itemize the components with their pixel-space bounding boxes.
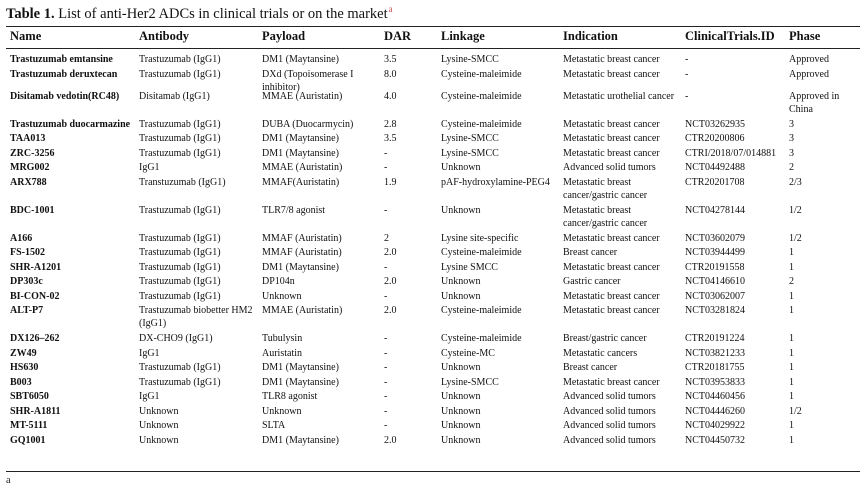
cell-phase: 1/2 <box>789 232 802 244</box>
cell-indication: Metastatic breast cancer/gastric cancer <box>563 176 648 201</box>
cell-name: SBT6050 <box>10 391 49 402</box>
cell-indication: Metastatic breast cancer/gastric cancer <box>563 204 648 229</box>
footnote-marker-bottom: a <box>6 475 11 486</box>
cell-antibody: Trastuzumab (IgG1) <box>139 276 221 287</box>
cell-phase: 2/3 <box>789 176 802 188</box>
cell-payload: MMAF (Auristatin) <box>262 247 342 258</box>
cell-name: MT-5111 <box>10 420 48 431</box>
table-body <box>0 53 865 448</box>
cell-trial-id: CTR20181755 <box>685 362 745 373</box>
cell-antibody: Unknown <box>139 420 179 431</box>
cell-dar: 2.0 <box>384 276 397 287</box>
cell-linkage: Cysteine-maleimide <box>441 90 522 102</box>
table-row <box>0 246 865 261</box>
table-row <box>0 147 865 162</box>
top-rule <box>6 26 860 27</box>
cell-linkage: Lysine-SMCC <box>441 54 499 65</box>
cell-phase: 1/2 <box>789 405 802 417</box>
cell-antibody: IgG1 <box>139 347 160 359</box>
cell-trial-id: CTRI/2018/07/014881 <box>685 147 777 159</box>
cell-dar: 3.5 <box>384 133 397 144</box>
table-row <box>0 347 865 362</box>
header-name: Name <box>10 29 42 43</box>
cell-linkage: Unknown <box>441 420 481 431</box>
cell-payload: DM1 (Maytansine) <box>262 54 339 65</box>
cell-antibody: Trastuzumab (IgG1) <box>139 261 221 273</box>
cell-trial-id: NCT04446260 <box>685 405 745 417</box>
cell-name: B003 <box>10 376 32 388</box>
cell-name: Trastuzumab duocarmazine <box>10 118 131 130</box>
cell-name: HS630 <box>10 362 39 373</box>
cell-phase: 1 <box>789 420 794 431</box>
cell-trial-id: - <box>685 68 689 80</box>
cell-payload: DP104n <box>262 276 295 287</box>
cell-antibody: Transtuzumab (IgG1) <box>139 176 226 188</box>
cell-trial-id: NCT03953833 <box>685 376 745 388</box>
cell-dar: - <box>384 391 388 402</box>
cell-payload: Auristatin <box>262 347 302 359</box>
cell-trial-id: NCT03944499 <box>685 247 745 258</box>
cell-linkage: Lysine-SMCC <box>441 147 499 159</box>
cell-antibody: Trastuzumab (IgG1) <box>139 133 221 144</box>
cell-dar: 2.0 <box>384 247 397 258</box>
bottom-rule <box>6 471 860 472</box>
cell-trial-id: CTR20191224 <box>685 333 745 344</box>
cell-linkage: Cysteine-MC <box>441 347 495 359</box>
cell-linkage: Unknown <box>441 162 481 173</box>
cell-name: ARX788 <box>10 176 47 188</box>
table-row <box>0 90 865 118</box>
cell-name: DX126–262 <box>10 333 60 344</box>
cell-linkage: Cysteine-maleimide <box>441 305 522 316</box>
table-header-row <box>0 29 865 47</box>
cell-trial-id: - <box>685 54 689 65</box>
table-row <box>0 118 865 133</box>
cell-linkage: Unknown <box>441 391 481 402</box>
cell-name: FS-1502 <box>10 247 45 258</box>
cell-trial-id: NCT03262935 <box>685 118 745 130</box>
cell-indication: Metastatic breast cancer <box>563 376 660 388</box>
cell-name: GQ1001 <box>10 434 46 446</box>
cell-dar: - <box>384 420 388 431</box>
cell-indication: Metastatic breast cancer <box>563 232 660 244</box>
cell-dar: 3.5 <box>384 54 397 65</box>
cell-indication: Metastatic breast cancer <box>563 133 660 144</box>
cell-payload: SLTA <box>262 420 286 431</box>
cell-indication: Advanced solid tumors <box>563 391 656 402</box>
cell-phase: 1/2 <box>789 204 802 216</box>
table-row <box>0 53 865 68</box>
cell-payload: DM1 (Maytansine) <box>262 362 339 373</box>
table-row <box>0 204 865 232</box>
cell-antibody: Trastuzumab (IgG1) <box>139 362 221 373</box>
cell-trial-id: CTR20191558 <box>685 261 745 273</box>
cell-phase: 1 <box>789 261 794 273</box>
table-row <box>0 68 865 93</box>
cell-payload: TLR7/8 agonist <box>262 204 326 216</box>
cell-phase: 1 <box>789 391 794 402</box>
cell-linkage: Cysteine-maleimide <box>441 333 522 344</box>
header-antibody: Antibody <box>139 29 190 43</box>
table-title: List of anti-Her2 ADCs in clinical trials or on the market <box>58 6 388 22</box>
table-row <box>0 176 865 204</box>
cell-dar: 1.9 <box>384 176 397 188</box>
table-row <box>0 161 865 176</box>
cell-payload: MMAE (Auristatin) <box>262 305 343 316</box>
header-dar: DAR <box>384 29 412 43</box>
cell-phase: 3 <box>789 133 794 144</box>
cell-payload: DM1 (Maytansine) <box>262 147 339 159</box>
cell-linkage: Lysine-SMCC <box>441 376 499 388</box>
cell-dar: - <box>384 162 388 173</box>
cell-linkage: Lysine site-specific <box>441 232 519 244</box>
header-linkage: Linkage <box>441 29 485 43</box>
cell-trial-id: NCT04029922 <box>685 420 745 431</box>
cell-antibody: DX-CHO9 (IgG1) <box>139 333 213 344</box>
cell-antibody: Unknown <box>139 405 179 417</box>
cell-indication: Metastatic breast cancer <box>563 261 660 273</box>
cell-indication: Metastatic breast cancer <box>563 68 660 80</box>
cell-trial-id: NCT03821233 <box>685 347 745 359</box>
cell-phase: 1 <box>789 434 794 446</box>
cell-payload: TLR8 agonist <box>262 391 318 402</box>
cell-linkage: Unknown <box>441 290 481 302</box>
cell-antibody: Trastuzumab (IgG1) <box>139 232 221 244</box>
cell-linkage: Unknown <box>441 276 481 287</box>
table-row <box>0 361 865 376</box>
cell-phase: 1 <box>789 333 794 344</box>
cell-name: ZW49 <box>10 347 37 359</box>
table-row <box>0 232 865 247</box>
cell-indication: Metastatic breast cancer <box>563 147 660 159</box>
cell-antibody: Disitamab (IgG1) <box>139 90 210 102</box>
cell-linkage: Unknown <box>441 405 481 417</box>
cell-payload: Unknown <box>262 405 302 417</box>
cell-payload: DM1 (Maytansine) <box>262 133 339 144</box>
cell-phase: 3 <box>789 118 794 130</box>
cell-trial-id: NCT04450732 <box>685 434 745 446</box>
table-footnote <box>6 475 11 486</box>
table-row <box>0 376 865 391</box>
cell-payload: Unknown <box>262 290 302 302</box>
cell-phase: 2 <box>789 276 794 287</box>
cell-indication: Breast cancer <box>563 247 618 258</box>
cell-phase: 1 <box>789 376 794 388</box>
cell-indication: Metastatic breast cancer <box>563 54 660 65</box>
cell-name: ZRC-3256 <box>10 147 55 159</box>
cell-payload: MMAF(Auristatin) <box>262 176 340 188</box>
cell-indication: Metastatic breast cancer <box>563 118 660 130</box>
table-row <box>0 390 865 405</box>
cell-phase: Approved <box>789 54 829 65</box>
table-row <box>0 261 865 276</box>
cell-trial-id: - <box>685 90 689 102</box>
cell-name: SHR-A1811 <box>10 405 61 417</box>
cell-antibody: Trastuzumab (IgG1) <box>139 204 221 216</box>
cell-dar: 4.0 <box>384 90 397 102</box>
cell-dar: - <box>384 405 388 417</box>
cell-payload: MMAE (Auristatin) <box>262 162 343 173</box>
cell-name: Trastuzumab emtansine <box>10 54 113 65</box>
table-row <box>0 405 865 420</box>
cell-dar: - <box>384 347 388 359</box>
cell-name: Disitamab vedotin(RC48) <box>10 90 120 102</box>
cell-indication: Metastatic breast cancer <box>563 290 660 302</box>
cell-name: ALT-P7 <box>10 305 44 316</box>
cell-indication: Breast/gastric cancer <box>563 333 647 344</box>
cell-indication: Advanced solid tumors <box>563 162 656 173</box>
cell-trial-id: NCT03281824 <box>685 305 745 316</box>
cell-phase: 2 <box>789 162 794 173</box>
cell-phase: 1 <box>789 362 794 373</box>
cell-name: TAA013 <box>10 133 46 144</box>
table-number: Table 1. <box>6 6 55 22</box>
cell-linkage: Lysine SMCC <box>441 261 498 273</box>
header-trial-id: ClinicalTrials.ID <box>685 29 775 43</box>
table-row <box>0 275 865 290</box>
cell-antibody: Trastuzumab (IgG1) <box>139 376 221 388</box>
cell-dar: 8.0 <box>384 68 397 80</box>
cell-antibody: Trastuzumab (IgG1) <box>139 290 221 302</box>
cell-dar: 2.8 <box>384 118 397 130</box>
cell-antibody: Trastuzumab (IgG1) <box>139 147 221 159</box>
cell-phase: 1 <box>789 305 794 316</box>
cell-dar: 2.0 <box>384 434 397 446</box>
cell-payload: MMAF (Auristatin) <box>262 232 342 244</box>
cell-linkage: pAF-hydroxylamine-PEG4 <box>441 176 550 188</box>
cell-indication: Breast cancer <box>563 362 618 373</box>
cell-antibody: Trastuzumab (IgG1) <box>139 68 221 80</box>
cell-phase: Approved <box>789 68 829 80</box>
cell-antibody: Trastuzumab (IgG1) <box>139 247 221 258</box>
cell-name: Trastuzumab deruxtecan <box>10 68 118 80</box>
cell-trial-id: NCT04460456 <box>685 391 745 402</box>
cell-payload: DM1 (Maytansine) <box>262 261 339 273</box>
cell-payload: DXd (Topoisomerase I inhibitor) <box>262 68 354 93</box>
cell-name: A166 <box>10 232 33 244</box>
cell-phase: 1 <box>789 247 794 258</box>
header-indication: Indication <box>563 29 618 43</box>
cell-dar: - <box>384 362 388 373</box>
table-row <box>0 132 865 147</box>
footnote-marker: a <box>388 4 393 14</box>
cell-trial-id: NCT03062007 <box>685 290 745 302</box>
cell-linkage: Unknown <box>441 362 481 373</box>
cell-antibody: IgG1 <box>139 391 160 402</box>
cell-name: BDC-1001 <box>10 204 55 216</box>
cell-trial-id: NCT03602079 <box>685 232 745 244</box>
cell-antibody: Trastuzumab (IgG1) <box>139 54 221 65</box>
cell-trial-id: NCT04492488 <box>685 162 745 173</box>
table-row <box>0 332 865 347</box>
cell-payload: Tubulysin <box>262 333 303 344</box>
cell-payload: DM1 (Maytansine) <box>262 376 339 388</box>
table-row <box>0 419 865 434</box>
cell-antibody: Unknown <box>139 434 179 446</box>
cell-indication: Gastric cancer <box>563 276 621 287</box>
cell-payload: DUBA (Duocarmycin) <box>262 118 354 130</box>
cell-linkage: Lysine-SMCC <box>441 133 499 144</box>
cell-linkage: Cysteine-maleimide <box>441 118 522 130</box>
cell-trial-id: NCT04146610 <box>685 276 745 287</box>
cell-linkage: Unknown <box>441 204 481 216</box>
cell-indication: Metastatic urothelial cancer <box>563 90 675 102</box>
cell-antibody: IgG1 <box>139 162 160 173</box>
cell-indication: Metastatic cancers <box>563 347 638 359</box>
cell-trial-id: CTR20200806 <box>685 133 745 144</box>
cell-name: MRG002 <box>10 162 50 173</box>
cell-phase: 3 <box>789 147 794 159</box>
cell-dar: - <box>384 290 388 302</box>
cell-indication: Metastatic breast cancer <box>563 305 660 316</box>
cell-dar: 2 <box>384 232 389 244</box>
cell-dar: 2.0 <box>384 305 397 316</box>
cell-payload: DM1 (Maytansine) <box>262 434 339 446</box>
header-payload: Payload <box>262 29 306 43</box>
cell-name: SHR-A1201 <box>10 261 62 273</box>
cell-dar: - <box>384 376 388 388</box>
cell-name: DP303c <box>10 276 43 287</box>
cell-indication: Advanced solid tumors <box>563 420 656 431</box>
cell-dar: - <box>384 204 388 216</box>
header-phase: Phase <box>789 29 821 43</box>
cell-payload: MMAE (Auristatin) <box>262 90 343 102</box>
cell-linkage: Cysteine-maleimide <box>441 247 522 258</box>
cell-dar: - <box>384 261 388 273</box>
table-row <box>0 290 865 305</box>
cell-phase: 1 <box>789 347 794 359</box>
cell-dar: - <box>384 333 388 344</box>
cell-trial-id: CTR20201708 <box>685 176 745 188</box>
cell-trial-id: NCT04278144 <box>685 204 745 216</box>
cell-dar: - <box>384 147 388 159</box>
cell-phase: 1 <box>789 290 794 302</box>
cell-indication: Advanced solid tumors <box>563 405 656 417</box>
table-row <box>0 304 865 332</box>
cell-linkage: Cysteine-maleimide <box>441 68 522 80</box>
table-caption <box>6 4 393 23</box>
cell-antibody: Trastuzumab biobetter HM2 (IgG1) <box>139 305 253 330</box>
cell-name: BI-CON-02 <box>10 290 60 302</box>
cell-phase: Approved in China <box>789 90 840 115</box>
cell-antibody: Trastuzumab (IgG1) <box>139 118 221 130</box>
cell-linkage: Unknown <box>441 434 481 446</box>
header-rule <box>6 48 860 49</box>
table-row <box>0 434 865 449</box>
cell-indication: Advanced solid tumors <box>563 434 656 446</box>
